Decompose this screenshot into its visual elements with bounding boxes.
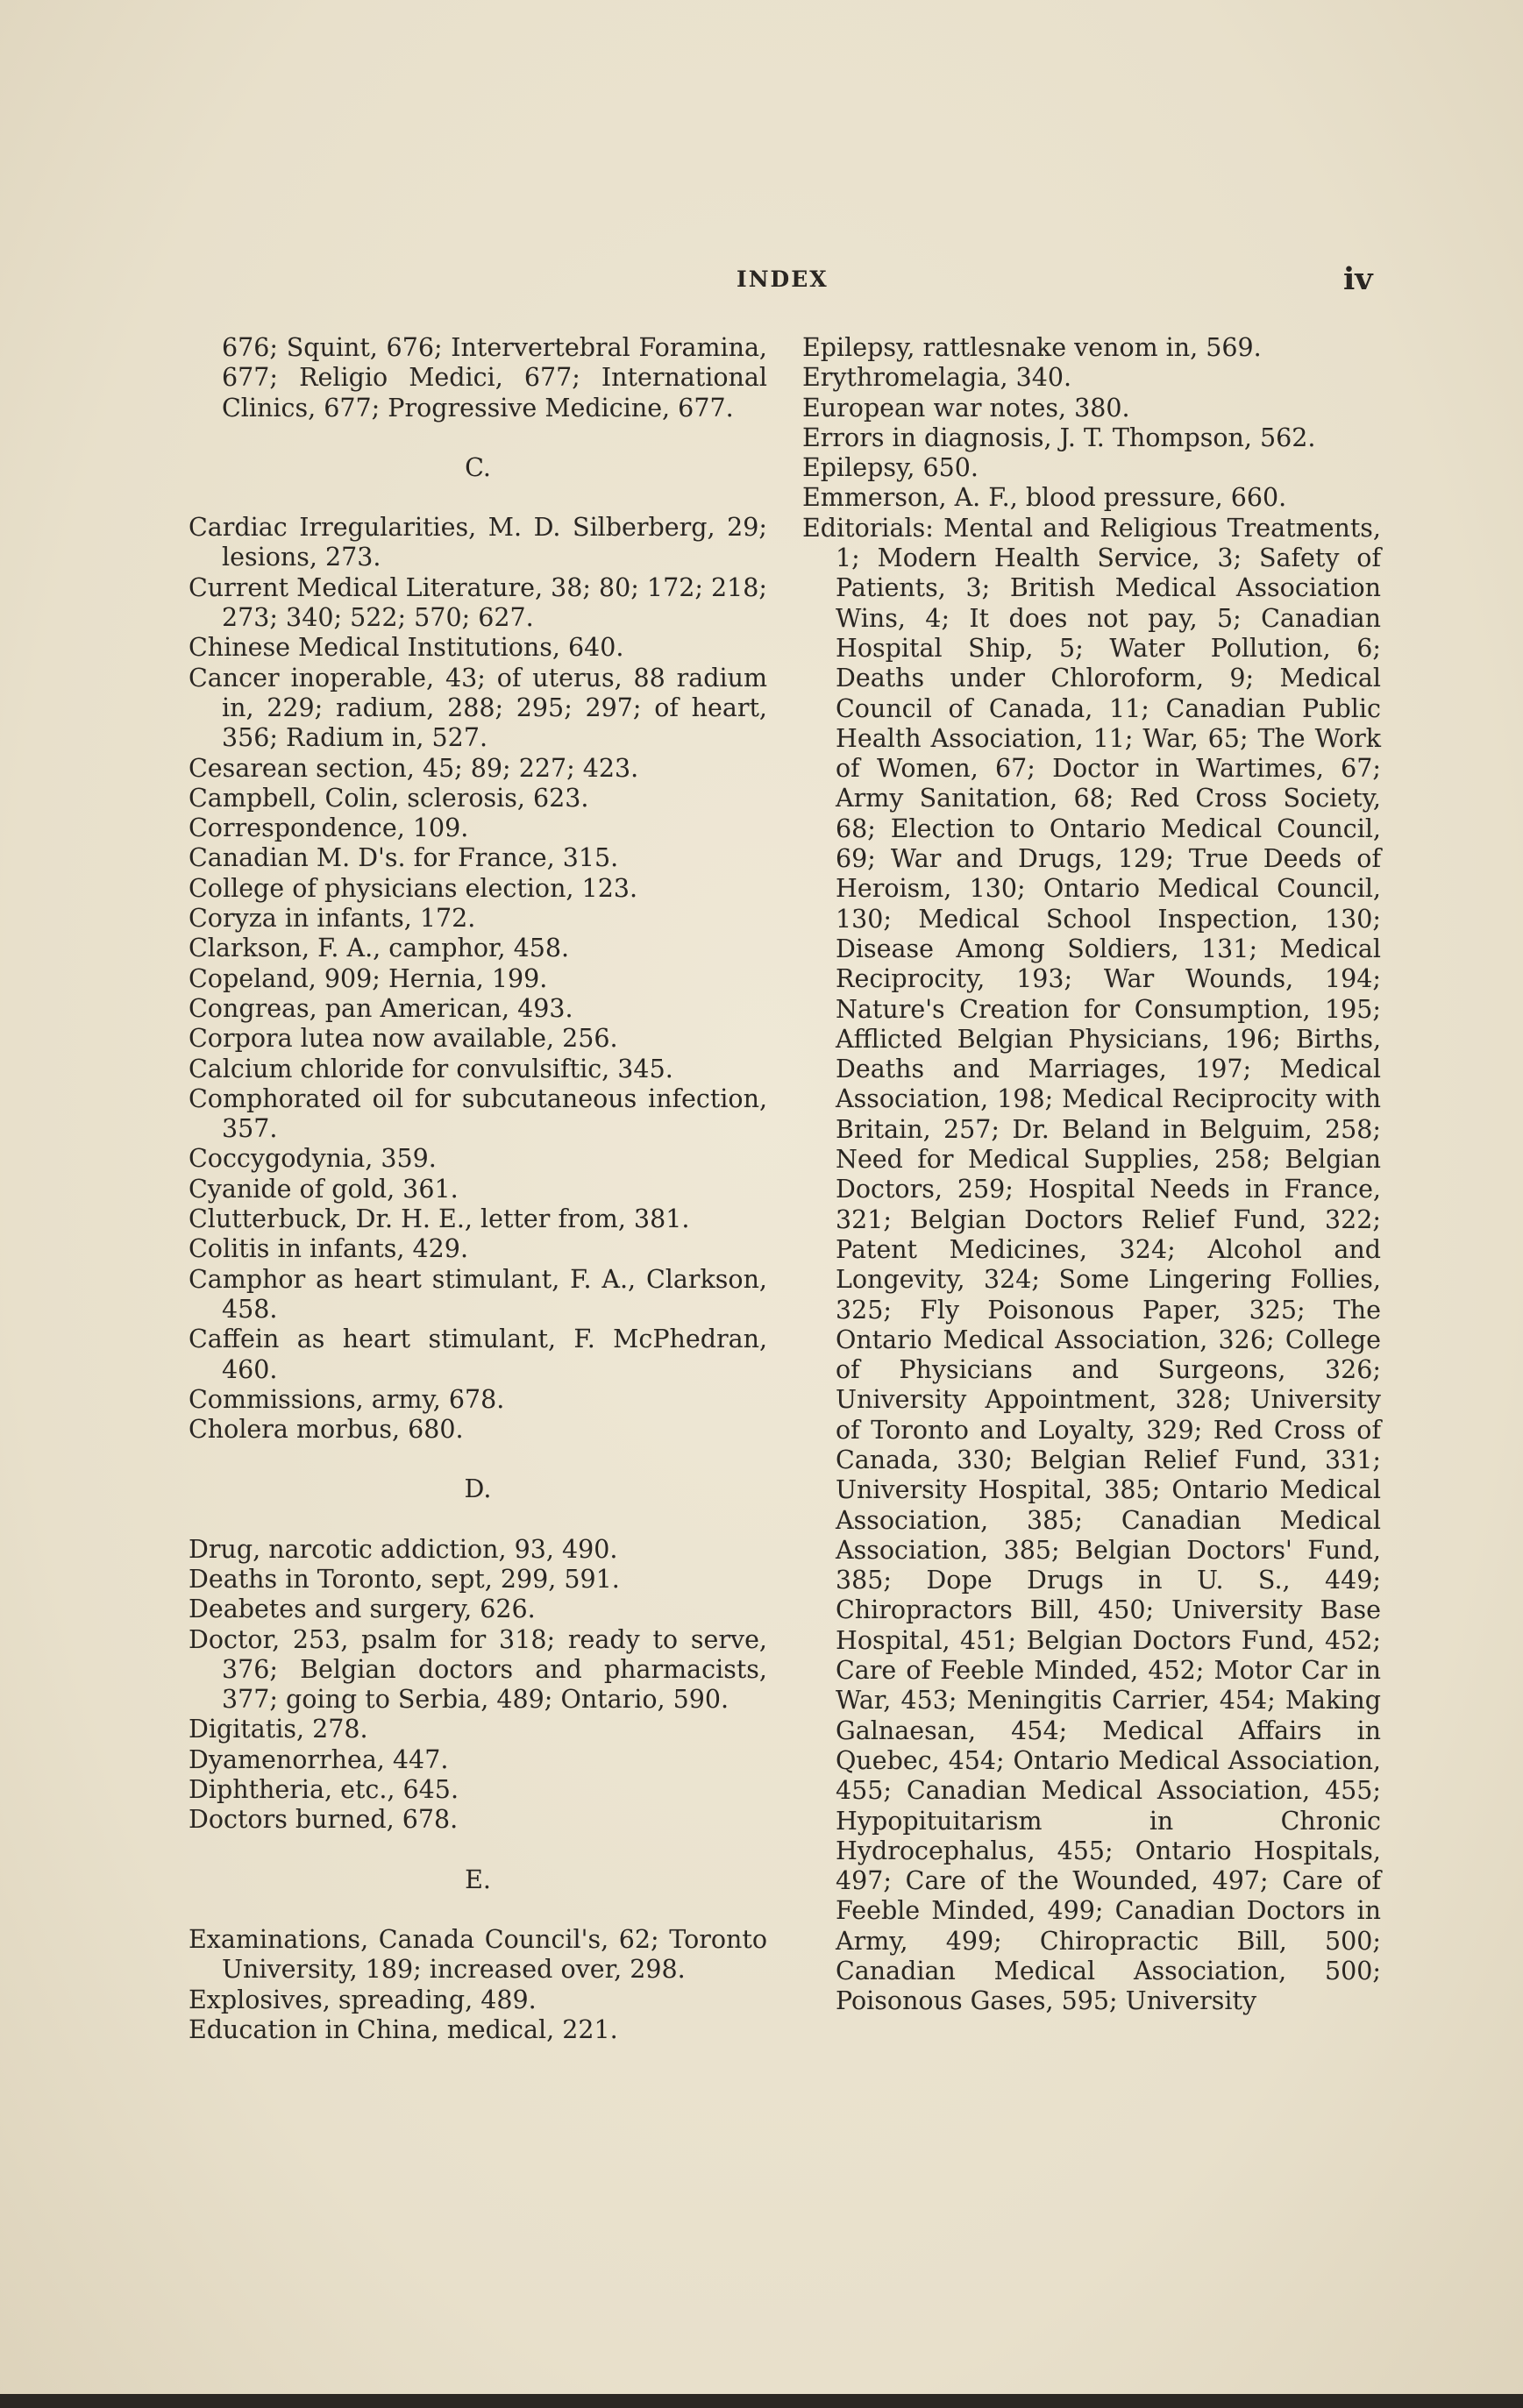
index-entry: Erythromelagia, 340. [802, 363, 1072, 393]
index-entry: Clutterbuck, Dr. H. E., letter from, 381. [189, 1204, 690, 1234]
index-entry: Cesarean section, 45; 89; 227; 423. [189, 753, 639, 783]
index-entry: Epilepsy, 650. [802, 453, 979, 483]
index-entry: Clarkson, F. A., camphor, 458. [189, 934, 570, 963]
index-entry: Cyanide of gold, 361. [189, 1174, 459, 1204]
index-entry: Coccygodynia, 359. [189, 1144, 437, 1174]
index-entry: Dyamenorrhea, 447. [189, 1744, 449, 1774]
index-entry: Camphor as heart stimulant, F. A., Clarkson, 458. [189, 1264, 767, 1324]
page-number: iv [1343, 261, 1373, 297]
index-column-right [802, 333, 1381, 2017]
index-entry: Emmerson, A. F., blood pressure, 660. [802, 483, 1287, 513]
index-entry: Chinese Medical Institutions, 640. [189, 633, 624, 663]
index-entry: Calcium chloride for convulsiftic, 345. [189, 1054, 673, 1083]
index-entry: Campbell, Colin, sclerosis, 623. [189, 783, 589, 813]
index-entry: Corpora lutea now available, 256. [189, 1024, 618, 1054]
index-entry: Cancer inoperable, 43; of uterus, 88 radium in, 229; radium, 288; 295; 297; of heart, 356; Radium in, 527. [189, 663, 767, 753]
index-entry: Current Medical Literature, 38; 80; 172; 218; 273; 340; 522; 570; 627. [189, 572, 767, 633]
index-entry: Comphorated oil for subcutaneous infection, 357. [189, 1083, 767, 1144]
index-entry: College of physicians election, 123. [189, 873, 638, 903]
index-entry: Explosives, spreading, 489. [189, 1985, 537, 2014]
header-title: INDEX [737, 266, 829, 292]
index-column-left [189, 333, 767, 2045]
index-entry: 676; Squint, 676; Intervertebral Foramina, 677; Religio Medici, 677; International Clinics, 677; Progressive Medicine, 677. [222, 333, 767, 423]
index-entry: Commissions, army, 678. [189, 1384, 505, 1414]
index-entry: Canadian M. D's. for France, 315. [189, 843, 619, 873]
section-letter-heading: E. [465, 1865, 491, 1894]
index-entry: Correspondence, 109. [189, 813, 469, 843]
index-entry: Caffein as heart stimulant, F. McPhedran, 460. [189, 1325, 767, 1384]
page-bottom-edge [0, 2394, 1523, 2408]
index-entry: Cholera morbus, 680. [189, 1415, 464, 1445]
index-entry: Copeland, 909; Hernia, 199. [189, 963, 548, 993]
section-letter-heading: C. [465, 452, 491, 482]
index-entry: Doctor, 253, psalm for 318; ready to serve, 376; Belgian doctors and pharmacists, 377; going to Serbia, 489; Ontario, 590. [189, 1624, 767, 1715]
index-entry: European war notes, 380. [802, 393, 1130, 423]
index-entry: Deabetes and surgery, 626. [189, 1595, 536, 1624]
running-header [0, 261, 1523, 296]
index-entry: Education in China, medical, 221. [189, 2014, 618, 2044]
index-entry: Colitis in infants, 429. [189, 1234, 468, 1264]
index-entry: Cardiac Irregularities, M. D. Silberberg, 29; lesions, 273. [189, 513, 767, 572]
index-entry: Editorials: Mental and Religious Treatments, 1; Modern Health Service, 3; Safety of Patients, 3; British Medical Association Wins, 4; It does not pay, 5; Canadian Hospital Ship, 5; Water Pollution, 6; Deaths under Chloroform, 9; Medical Council of Canada, 11; Canadian Public Health Association, 11; War, 65; The Work of Women, 67; Doctor in Wartimes, 67; Army Sanitation, 68; Red Cross Society, 68; Election to Ontario Medical Council, 69; War and Drugs, 129; True Deeds of Heroism, 130; Ontario Medical Council, 130; Medical School Inspection, 130; Disease Among Soldiers, 131; Medical Reciprocity, 193; War Wounds, 194; Nature's Creation for Consumption, 195; Afflicted Belgian Physicians, 196; Births, Deaths and Marriages, 197; Medical Association, 198; Medical Reciprocity with Britain, 257; Dr. Beland in Belguim, 258; Need for Medical Supplies, 258; Belgian Doctors, 259; Hospital Needs in France, 321; Belgian Doctors Relief Fund, 322; Patent Medicines, 324; Alcohol and Longevity, 324; Some Lingering Follies, 325; Fly Poisonous Paper, 325; The Ontario Medical Association, 326; College of Physicians and Surgeons, 326; University Appointment, 328; University of Toronto and Loyalty, 329; Red Cross of Canada, 330; Belgian Relief Fund, 331; University Hospital, 385; Ontario Medical Association, 385; Canadian Medical Association, 385; Belgian Doctors' Fund, 385; Dope Drugs in U. S., 449; Chiropractors Bill, 450; University Base Hospital, 451; Belgian Doctors Fund, 452; Care of Feeble Minded, 452; Motor Car in War, 453; Meningitis Carrier, 454; Making Galnaesan, 454; Medical Affairs in Quebec, 454; Ontario Medical Association, 455; Canadian Medical Association, 455; Hypopituitarism in Chronic Hydrocephalus, 455; Ontario Hospitals, 497; Care of the Wounded, 497; Care of Feeble Minded, 499; Canadian Doctors in Army, 499; Chiropractic Bill, 500; Canadian Medical Association, 500; Poisonous Gases, 595; University [802, 513, 1381, 2016]
index-entry: Diphtheria, etc., 645. [189, 1775, 459, 1805]
index-entry: Errors in diagnosis, J. T. Thompson, 562. [802, 423, 1316, 452]
section-letter-heading: D. [464, 1474, 492, 1504]
index-entry: Doctors burned, 678. [189, 1805, 459, 1835]
index-entry: Drug, narcotic addiction, 93, 490. [189, 1534, 618, 1564]
index-entry: Congreas, pan American, 493. [189, 993, 573, 1023]
index-entry: Examinations, Canada Council's, 62; Toronto University, 189; increased over, 298. [189, 1924, 767, 1985]
index-entry: Digitatis, 278. [189, 1715, 368, 1744]
index-entry: Coryza in infants, 172. [189, 904, 476, 934]
index-entry: Deaths in Toronto, sept, 299, 591. [189, 1564, 620, 1594]
index-entry: Epilepsy, rattlesnake venom in, 569. [802, 333, 1262, 362]
